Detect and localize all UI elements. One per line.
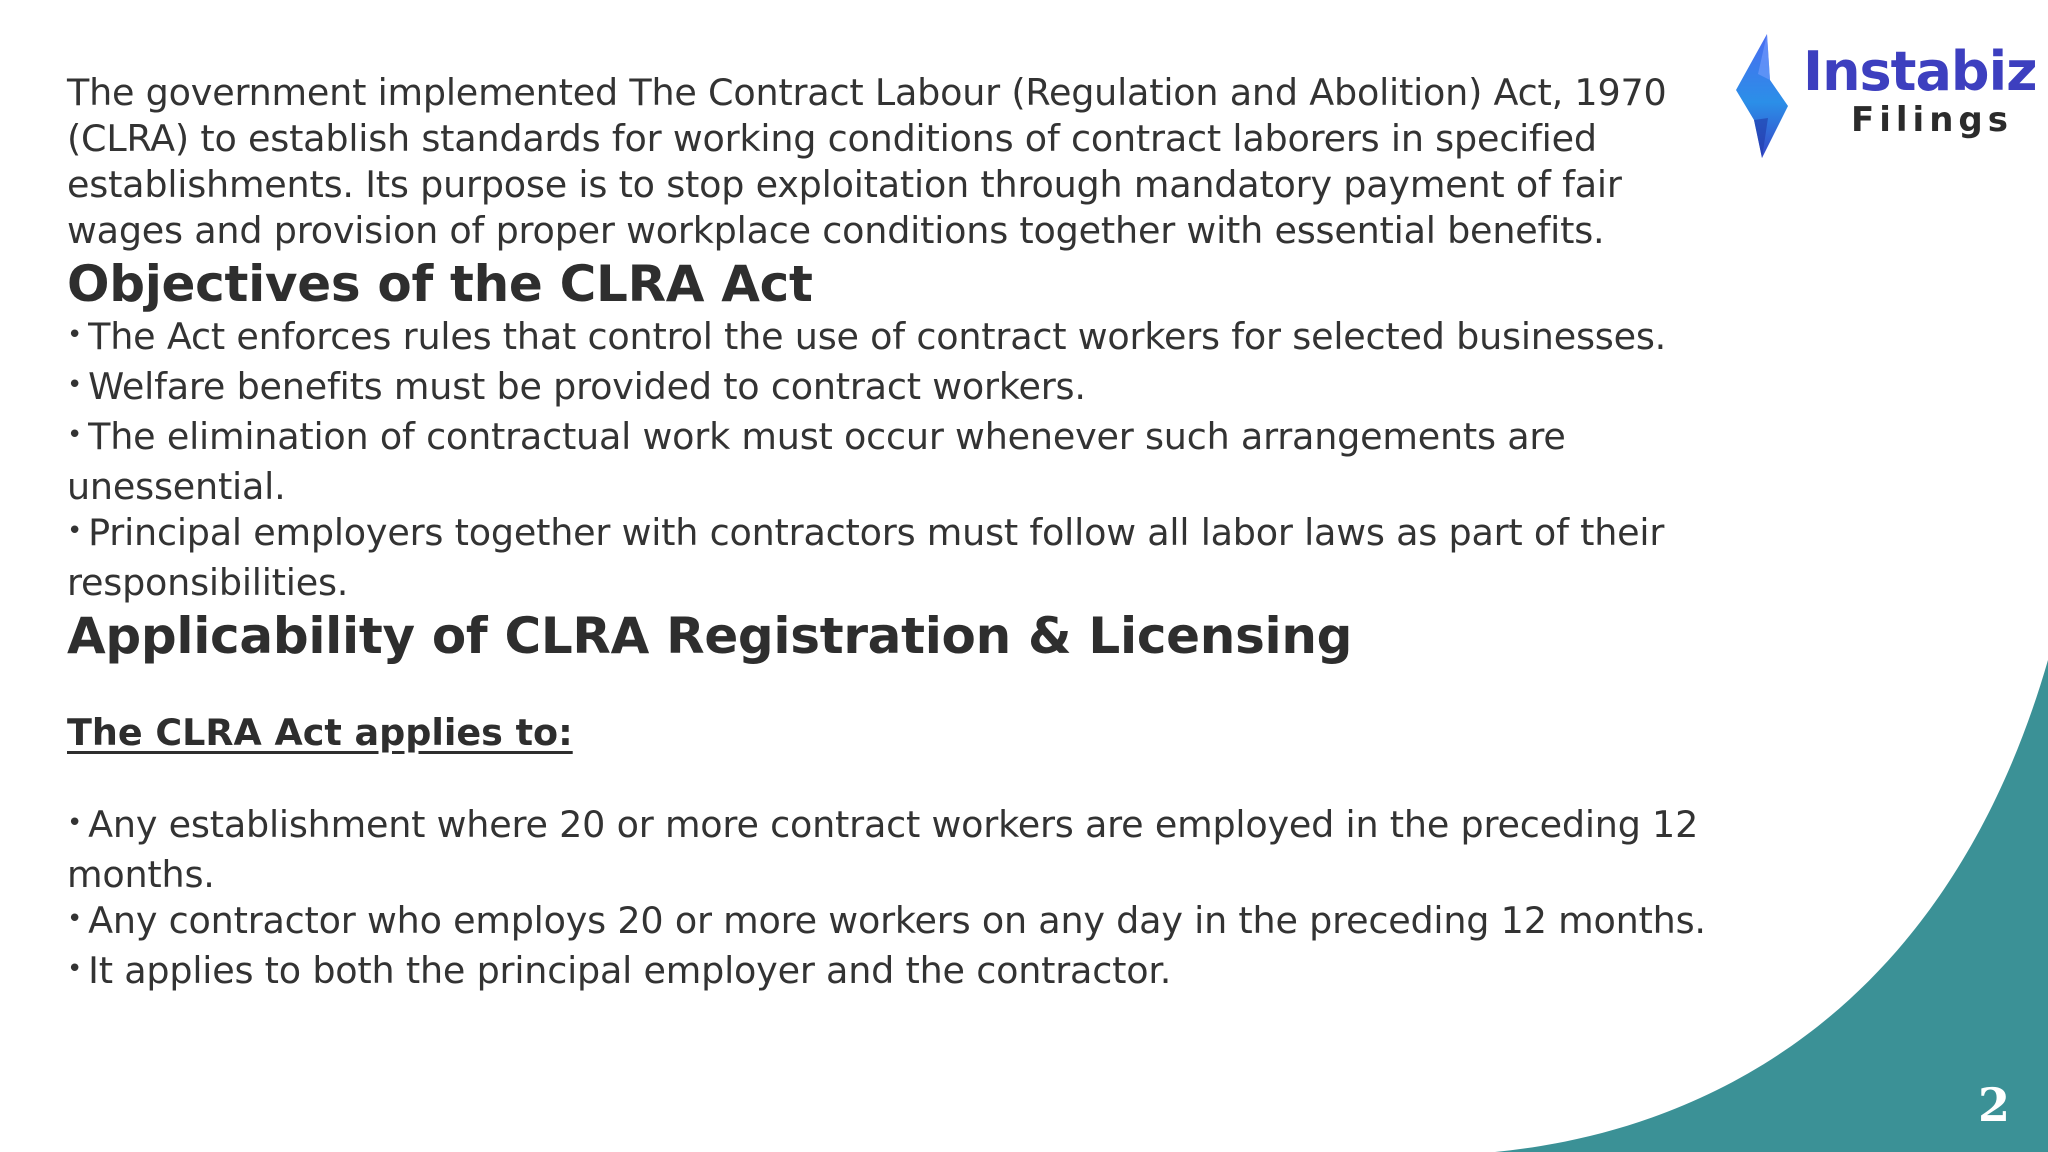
applicability-list <box>67 802 1717 998</box>
lightning-bolt-icon <box>1730 34 1800 164</box>
bullet-icon: • <box>67 808 83 838</box>
list-item: • Welfare benefits must be provided to contract workers. <box>67 365 1086 408</box>
applicability-heading: Applicability of CLRA Registration & Licensing <box>67 607 1353 665</box>
list-item: • Any contractor who employs 20 or more workers on any day in the preceding 12 months. <box>67 899 1706 942</box>
logo-text-filings: Filings <box>1851 100 2013 140</box>
slide-content <box>67 70 1717 998</box>
company-logo <box>1730 34 2037 164</box>
list-item: • It applies to both the principal employer and the contractor. <box>67 949 1172 992</box>
list-item: • Any establishment where 20 or more contract workers are employed in the preceding 12 months. <box>67 803 1699 896</box>
bullet-icon: • <box>67 954 83 984</box>
list-item: • Principal employers together with contractors must follow all labor laws as part of their responsibilities. <box>67 511 1665 604</box>
objectives-heading: Objectives of the CLRA Act <box>67 255 813 313</box>
list-item: • The Act enforces rules that control the use of contract workers for selected businesses. <box>67 315 1667 358</box>
page-number: 2 <box>1977 1078 2010 1132</box>
bullet-icon: • <box>67 370 83 400</box>
logo-text-instabiz: Instabiz <box>1803 40 2037 103</box>
bullet-icon: • <box>67 904 83 934</box>
bullet-icon: • <box>67 320 83 350</box>
intro-paragraph: The government implemented The Contract Labour (Regulation and Abolition) Act, 1970 (CLRA) to establish standards for working conditions of contract laborers in specified establishments. Its purpose is to stop exploitation through mandatory payment of fair wages and provision of proper workplace conditions together with essential benefits. <box>67 71 1667 252</box>
bullet-icon: • <box>67 420 83 450</box>
applies-to-subheading: The CLRA Act applies to: <box>67 711 573 754</box>
objectives-list <box>67 314 1717 606</box>
bullet-icon: • <box>67 516 83 546</box>
list-item: • The elimination of contractual work must occur whenever such arrangements are unessential. <box>67 415 1566 508</box>
